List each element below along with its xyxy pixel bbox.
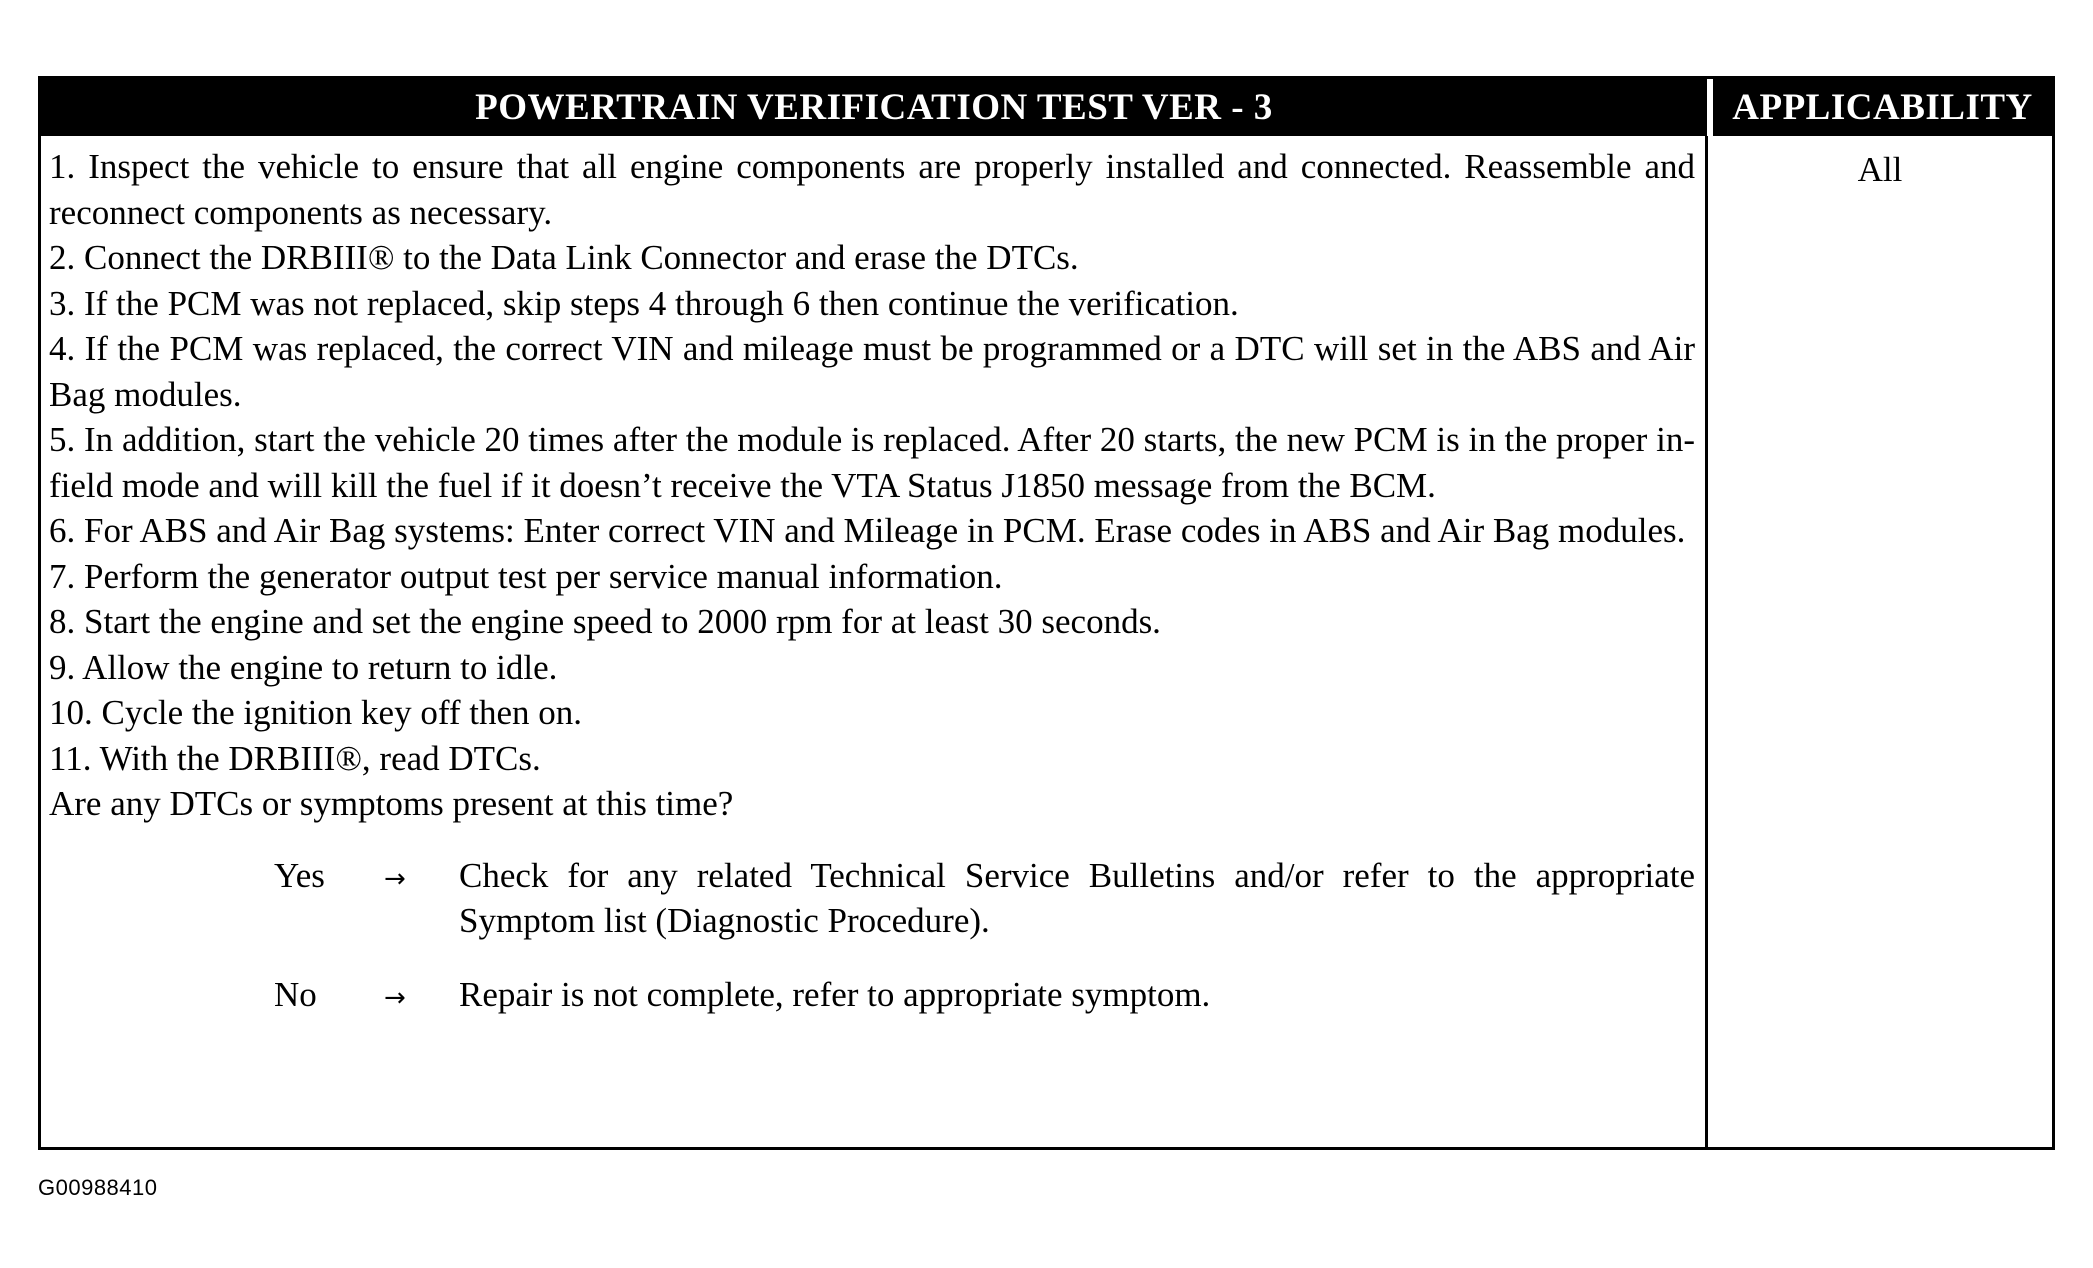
step-item: 7. Perform the generator output test per service manual information. [49,556,1003,596]
step-item: 11. With the DRBIII®, read DTCs. [49,738,541,778]
answer-yes [49,853,1695,944]
right-arrow-icon: → [384,863,406,894]
verification-test-table [38,76,2055,1150]
step-list [49,144,1695,781]
procedure-cell [41,136,1705,1147]
answer-no-text: Repair is not complete, refer to appropriate symptom. [459,974,1211,1014]
step-item: 2. Connect the DRBIII® to the Data Link Connector and erase the DTCs. [49,238,1079,277]
step-item: 10. Cycle the ignition key off then on. [49,693,583,732]
answer-no [49,972,1695,1022]
answer-list [49,853,1695,1022]
figure-id: G00988410 [38,1175,158,1200]
step-item: 9. Allow the engine to return to idle. [49,647,558,687]
answer-no-label: No [274,974,317,1014]
step-item: 6. For ABS and Air Bag systems: Enter correct VIN and Mileage in PCM. Erase codes in ABS and Air Bag modules. [49,511,1686,550]
applicability-cell [1708,136,2052,1147]
step-item: 1. Inspect the vehicle to ensure that all engine components are properly installed and connected. Reassemble and reconnect components as necessary. [49,147,1695,232]
answer-yes-label: Yes [274,855,325,895]
answer-yes-text: Check for any related Technical Service Bulletins and/or refer to the appropriate Symptom list (Diagnostic Procedure). [459,855,1695,940]
step-item: 3. If the PCM was not replaced, skip steps 4 through 6 then continue the verification. [49,283,1239,323]
step-item: 5. In addition, start the vehicle 20 times after the module is replaced. After 20 starts, the new PCM is in the proper in-field mode and will kill the fuel if it doesn’t receive the VTA Status J1850 message from the BCM. [49,420,1695,505]
applicability-value: All [1857,150,1903,189]
step-item: 8. Start the engine and set the engine speed to 2000 rpm for at least 30 seconds. [49,602,1161,641]
step-item: 4. If the PCM was replaced, the correct VIN and mileage must be programmed or a DTC will set in the ABS and Air Bag modules. [49,329,1695,414]
question-text: Are any DTCs or symptoms present at this time? [49,784,734,823]
right-arrow-icon: → [384,982,406,1013]
applicability-header: APPLICABILITY [1707,79,2052,136]
table-title: POWERTRAIN VERIFICATION TEST VER - 3 [41,79,1707,136]
